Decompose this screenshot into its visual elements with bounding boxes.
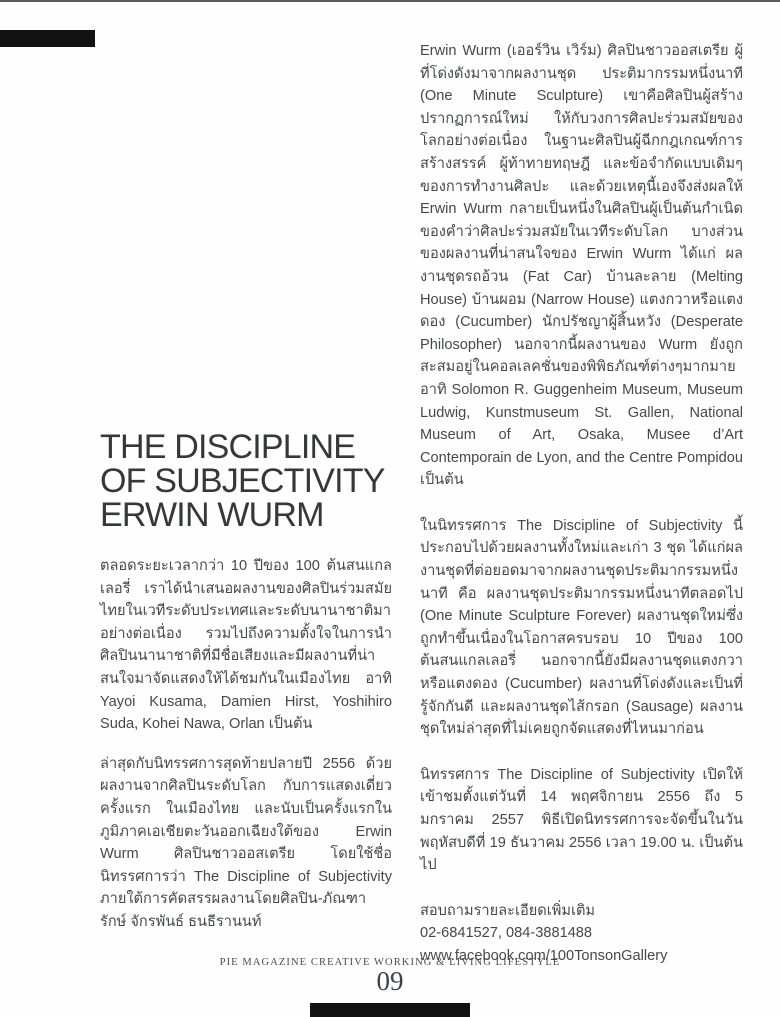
exhibition-dates-paragraph: นิทรรศการ The Discipline of Subjectivity เปิดให้เข้าชมตั้งแต่วันที่ 14 พฤศจิกายน 2556 ถึง 5 มกราคม 2557 พิธีเปิดนิทรรศการจะจัดขึ้นในวันพฤหัสบดีที่ 19 ธันวาคม 2556 เวลา 19.00 น. เป็นต้นไป (420, 766, 743, 874)
bottom-black-bar (310, 1003, 470, 1017)
exhibition-works-paragraph: ในนิทรรศการ The Discipline of Subjectivity นี้ประกอบไปด้วยผลงานทั้งใหม่และเก่า 3 ชุด ได้แก่ผลงานชุดที่ต่อยอดมาจากผลงานชุดประติมากรรมหนึ่งนาที คือ ผลงานชุดประติมากรรมหนึ่งนาทีตลอดไป (One Minute Sculpture Forever) ผลงานชุดใหม่ซึ่งถูกทำขึ้นเนื่องในโอกาสครบรอบ 10 ปีของ 100 ต้นสนแกลเลอรี่ นอกจากนี้ยังมีผลงานชุดแตงกวาหรือแตงดอง (Cucumber) ผลงานที่โด่งดังและเป็นที่รู้จักกันดี และผลงานชุดไส้กรอก (Sausage) ผลงานชุดใหม่ล่าสุดที่ไม่เคยถูกจัดแสดงที่ไหนมาก่อน (420, 517, 743, 738)
right-column (420, 40, 743, 968)
article-title-line-1: THE DISCIPLINE (100, 428, 356, 466)
top-border-rule (0, 0, 780, 2)
contact-facebook-url: www.facebook.com/100TonsonGallery (420, 947, 668, 964)
left-intro-paragraph: ตลอดระยะเวลากว่า 10 ปีของ 100 ต้นสนแกลเลอรี่ เราได้นำเสนอผลงานของศิลปินร่วมสมัยไทยในเวทีระดับประเทศและระดับนานาชาติมาอย่างต่อเนื่อง รวมไปถึงความตั้งใจในการนำศิลปินนานาชาติที่มีชื่อเสียงและมีผลงานที่น่าสนใจมาจัดแสดงให้ได้ชมกันในเมืองไทย อาทิ Yayoi Kusama, Damien Hirst, Yoshihiro Suda, Kohei Nawa, Orlan เป็นต้น (100, 558, 392, 733)
top-left-black-bar (0, 30, 95, 47)
contact-heading: สอบถามรายละเอียดเพิ่มเติม (420, 902, 596, 919)
left-column (100, 430, 392, 934)
artist-bio-paragraph: Erwin Wurm (เออร์วิน เวิร์ม) ศิลปินชาวออสเตรีย ผู้ที่โด่งดังมาจากผลงานชุด ประติมากรรมหนึ่งนาที (One Minute Sculpture) เขาคือศิลปินผู้สร้างปรากฏการณ์ใหม่ ให้กับวงการศิลปะร่วมสมัยของโลกอย่างต่อเนื่อง ในฐานะศิลปินผู้ฉีกกฎเกณฑ์การสร้างสรรค์ ผู้ท้าทายทฤษฎี และข้อจำกัดแบบเดิมๆของการทำงานศิลปะ และด้วยเหตุนี้เองจึงส่งผลให้ Erwin Wurm กลายเป็นหนึ่งในศิลปินผู้เป็นต้นกำเนิด ของคำว่าศิลปะร่วมสมัยในเวทีระดับโลก บางส่วนของผลงานที่น่าสนใจของ Erwin Wurm ได้แก่ ผลงานชุดรถอ้วน (Fat Car) บ้านละลาย (Melting House) บ้านผอม (Narrow House) แตงกวาหรือแตงดอง (Cucumber) นักปรัชญาผู้สิ้นหวัง (Desperate Philosopher) นอกจากนี้ผลงานของ Wurm ยังถูกสะสมอยู่ในคอลเลคชั่นของพิพิธภัณฑ์ต่างๆมากมาย อาทิ Solomon R. Guggenheim Museum, Museum Ludwig, Kunstmuseum St. Gallen, National Museum of Art, Osaka, Musee d’Art Contemporain de Lyon, and the Centre Pompidou เป็นต้น (420, 43, 743, 489)
page-number: 09 (376, 966, 404, 996)
contact-phone-numbers: 02-6841527, 084-3881488 (420, 925, 593, 942)
article-title-line-3: ERWIN WURM (100, 496, 324, 534)
left-exhibition-paragraph: ล่าสุดกับนิทรรศการสุดท้ายปลายปี 2556 ด้วยผลงานจากศิลปินระดับโลก กับการแสดงเดี่ยวครั้งแรก ในเมืองไทย และนับเป็นครั้งแรกในภูมิภาคเอเชียตะวันออกเฉียงใต้ของ Erwin Wurm ศิลปินชาวออสเตรีย โดยใช้ชื่อนิทรรศการว่า The Discipline of Subjectivity ภายใต้การคัดสรรผลงานโดยศิลปิน-ภัณฑารักษ์ จักรพันธ์ ธนธีรานนท์ (100, 755, 392, 930)
article-title (100, 430, 392, 532)
article-title-line-2: OF SUBJECTIVITY (100, 462, 385, 500)
footer-magazine-line: PIE MAGAZINE CREATIVE WORKING & LIVING LIFESTYLE (219, 957, 561, 968)
